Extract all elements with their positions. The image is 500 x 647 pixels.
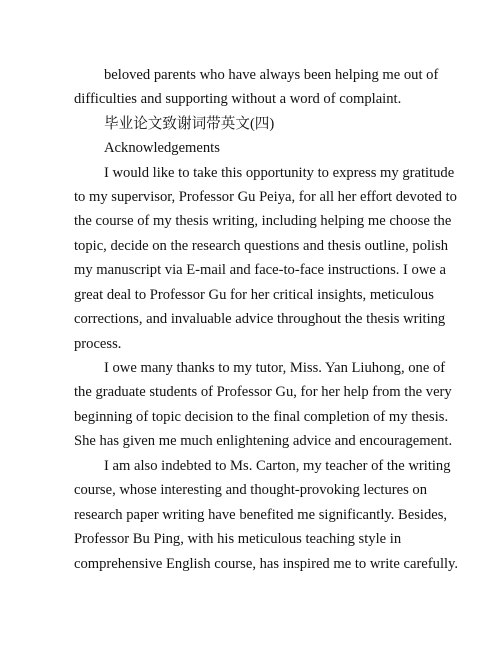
section-heading: Acknowledgements	[104, 140, 220, 156]
text-line: Professor Bu Ping, with his meticulous teaching style in	[74, 531, 402, 547]
text-line: the graduate students of Professor Gu, for her help from the very	[74, 384, 452, 400]
text-line: research paper writing have benefited me significantly. Besides,	[74, 507, 448, 523]
text-line: my manuscript via E-mail and face-to-face instructions. I owe a	[74, 262, 446, 278]
text-line: comprehensive English course, has inspired me to write carefully.	[74, 556, 459, 572]
text-line: course, whose interesting and thought-provoking lectures on	[74, 482, 428, 498]
chinese-heading: 毕业论文致谢词带英文(四)	[104, 116, 275, 132]
text-line: I am also indebted to Ms. Carton, my teacher of the writing	[104, 458, 451, 474]
text-line: I owe many thanks to my tutor, Miss. Yan Liuhong, one of	[104, 360, 446, 376]
text-line: difficulties and supporting without a word of complaint.	[74, 91, 402, 107]
text-line: to my supervisor, Professor Gu Peiya, for all her effort devoted to	[74, 189, 457, 205]
text-line: process.	[74, 336, 122, 352]
text-line: beginning of topic decision to the final completion of my thesis.	[74, 409, 449, 425]
text-line: I would like to take this opportunity to express my gratitude	[104, 165, 455, 181]
text-line: corrections, and invaluable advice throughout the thesis writing	[74, 311, 446, 327]
text-line: topic, decide on the research questions and thesis outline, polish	[74, 238, 449, 254]
text-line: beloved parents who have always been helping me out of	[104, 67, 439, 83]
text-line: great deal to Professor Gu for her critical insights, meticulous	[74, 287, 434, 303]
text-line: She has given me much enlightening advice and encouragement.	[74, 433, 453, 449]
text-line: the course of my thesis writing, including helping me choose the	[74, 213, 452, 229]
